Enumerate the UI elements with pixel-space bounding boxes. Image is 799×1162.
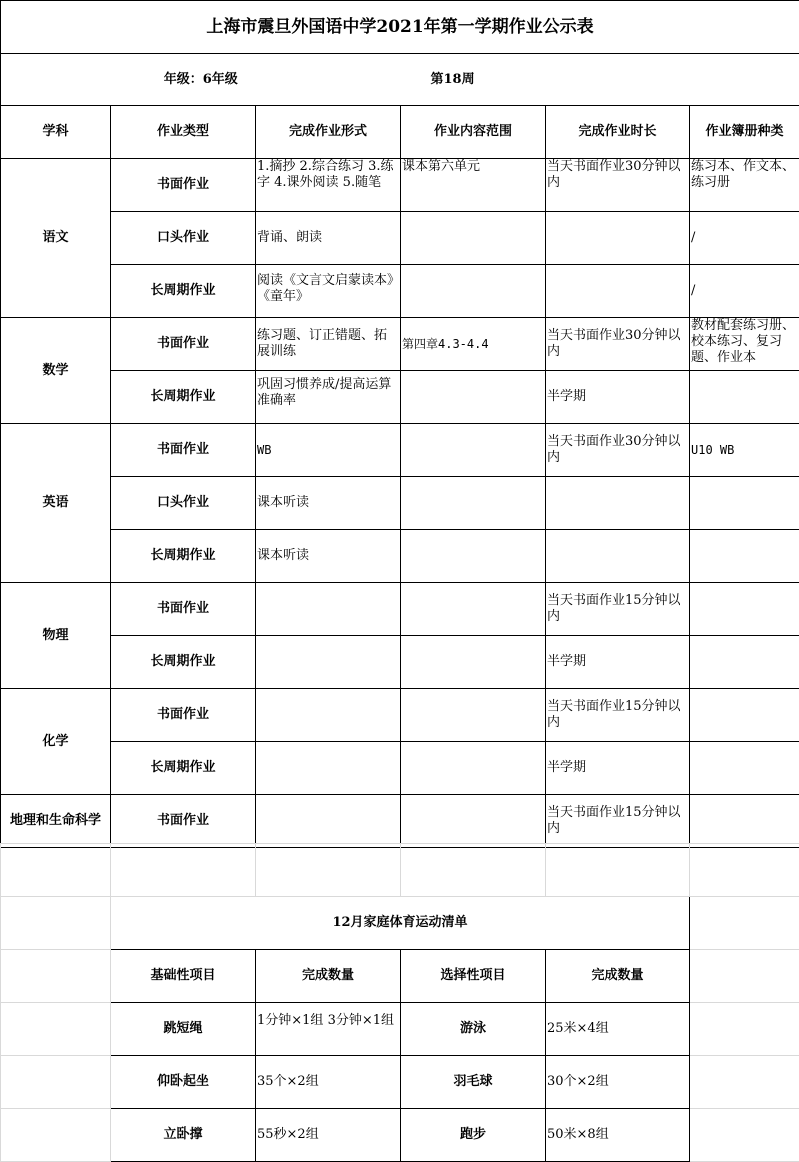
type-cell: 口头作业: [111, 477, 256, 530]
scope-cell: [401, 477, 546, 530]
header-scope: 作业内容范围: [401, 106, 546, 159]
form-cell: 巩固习惯养成/提高运算准确率: [256, 371, 401, 424]
book-cell: /: [690, 212, 799, 265]
book-cell: [690, 742, 799, 795]
header-form: 完成作业形式: [256, 106, 401, 159]
sport-opt-item: 游泳: [401, 1003, 546, 1056]
table-row: [1, 530, 799, 583]
sport-header-basic-qty: 完成数量: [256, 950, 401, 1003]
type-cell: 长周期作业: [111, 265, 256, 318]
duration-cell: 半学期: [546, 636, 690, 689]
duration-cell: 当天书面作业30分钟以内: [546, 318, 690, 371]
header-duration: 完成作业时长: [546, 106, 690, 159]
scope-cell: [401, 795, 546, 848]
sport-opt-qty: 25米×4组: [546, 1003, 690, 1056]
sport-opt-item: 跑步: [401, 1109, 546, 1162]
sport-basic-qty: 55秒×2组: [256, 1109, 401, 1162]
form-cell: 背诵、朗读: [256, 212, 401, 265]
book-cell: [690, 636, 799, 689]
scope-cell: [401, 583, 546, 636]
book-cell: 练习本、作文本、练习册: [690, 159, 799, 212]
type-cell: 长周期作业: [111, 530, 256, 583]
type-cell: 书面作业: [111, 583, 256, 636]
form-cell: [256, 742, 401, 795]
duration-cell: 当天书面作业30分钟以内: [546, 424, 690, 477]
sport-basic-qty: 35个×2组: [256, 1056, 401, 1109]
type-cell: 书面作业: [111, 689, 256, 742]
table-row: [1, 795, 799, 848]
scope-cell: [401, 265, 546, 318]
duration-cell: [546, 212, 690, 265]
table-row: [1, 424, 799, 477]
sport-opt-item: 羽毛球: [401, 1056, 546, 1109]
table-row: [1, 318, 799, 371]
subject-math: 数学: [1, 318, 111, 424]
type-cell: 长周期作业: [111, 636, 256, 689]
form-cell: 1.摘抄 2.综合练习 3.练字 4.课外阅读 5.随笔: [256, 159, 401, 212]
duration-cell: [546, 265, 690, 318]
sport-opt-qty: 30个×2组: [546, 1056, 690, 1109]
table-row: [1, 477, 799, 530]
form-cell: [256, 583, 401, 636]
type-cell: 长周期作业: [111, 742, 256, 795]
page-title: 上海市震旦外国语中学2021年第一学期作业公示表: [1, 1, 799, 54]
scope-cell: [401, 212, 546, 265]
scope-cell: 课本第六单元: [401, 159, 546, 212]
duration-cell: 当天书面作业15分钟以内: [546, 795, 690, 848]
book-cell: U10 WB: [690, 424, 799, 477]
header-book: 作业簿册种类: [690, 106, 799, 159]
table-row: [1, 583, 799, 636]
subject-chemistry: 化学: [1, 689, 111, 795]
table-row: [1, 742, 799, 795]
scope-cell: [401, 530, 546, 583]
scope-cell: 第四章4.3-4.4: [401, 318, 546, 371]
scope-cell: [401, 636, 546, 689]
book-cell: [690, 530, 799, 583]
subject-chinese: 语文: [1, 159, 111, 318]
table-row: [1, 689, 799, 742]
book-cell: [690, 689, 799, 742]
scope-cell: [401, 371, 546, 424]
form-cell: [256, 636, 401, 689]
sport-basic-item: 立卧撑: [111, 1109, 256, 1162]
table-row: [1, 159, 799, 212]
duration-cell: 当天书面作业15分钟以内: [546, 583, 690, 636]
sport-basic-item: 跳短绳: [111, 1003, 256, 1056]
book-cell: [690, 477, 799, 530]
table-row: [1, 1056, 799, 1109]
book-cell: 教材配套练习册、校本练习、复习题、作业本: [690, 318, 799, 371]
header-type: 作业类型: [111, 106, 256, 159]
form-cell: 课本听读: [256, 477, 401, 530]
book-cell: /: [690, 265, 799, 318]
type-cell: 长周期作业: [111, 371, 256, 424]
table-row: [1, 1109, 799, 1162]
duration-cell: [546, 530, 690, 583]
subject-geo: 地理和生命科学: [1, 795, 111, 848]
form-cell: [256, 795, 401, 848]
table-row: [1, 265, 799, 318]
sport-table: [0, 843, 799, 1162]
type-cell: 书面作业: [111, 424, 256, 477]
table-row: [1, 1003, 799, 1056]
sport-header-opt: 选择性项目: [401, 950, 546, 1003]
scope-cell: [401, 689, 546, 742]
type-cell: 书面作业: [111, 318, 256, 371]
form-cell: 阅读《文言文启蒙读本》《童年》: [256, 265, 401, 318]
table-row: [1, 212, 799, 265]
duration-cell: 当天书面作业15分钟以内: [546, 689, 690, 742]
subject-english: 英语: [1, 424, 111, 583]
sport-header-opt-qty: 完成数量: [546, 950, 690, 1003]
form-cell: [256, 689, 401, 742]
form-cell: WB: [256, 424, 401, 477]
scope-cell: [401, 742, 546, 795]
type-cell: 书面作业: [111, 795, 256, 848]
subject-physics: 物理: [1, 583, 111, 689]
duration-cell: 半学期: [546, 742, 690, 795]
type-cell: 书面作业: [111, 159, 256, 212]
duration-cell: [546, 477, 690, 530]
book-cell: [690, 583, 799, 636]
grade-label: 年级：6年级: [1, 54, 401, 106]
duration-cell: 当天书面作业30分钟以内: [546, 159, 690, 212]
scope-cell: [401, 424, 546, 477]
header-subject: 学科: [1, 106, 111, 159]
book-cell: [690, 795, 799, 848]
table-row: [1, 371, 799, 424]
table-row: [1, 636, 799, 689]
form-cell: 练习题、订正错题、拓展训练: [256, 318, 401, 371]
book-cell: [690, 371, 799, 424]
sport-basic-item: 仰卧起坐: [111, 1056, 256, 1109]
sport-header-basic: 基础性项目: [111, 950, 256, 1003]
sport-opt-qty: 50米×8组: [546, 1109, 690, 1162]
type-cell: 口头作业: [111, 212, 256, 265]
sport-basic-qty: 1分钟×1组 3分钟×1组: [256, 1003, 401, 1056]
sport-title: 12月家庭体育运动清单: [111, 897, 690, 950]
form-cell: 课本听读: [256, 530, 401, 583]
week-label: 第18周: [401, 54, 799, 106]
duration-cell: 半学期: [546, 371, 690, 424]
